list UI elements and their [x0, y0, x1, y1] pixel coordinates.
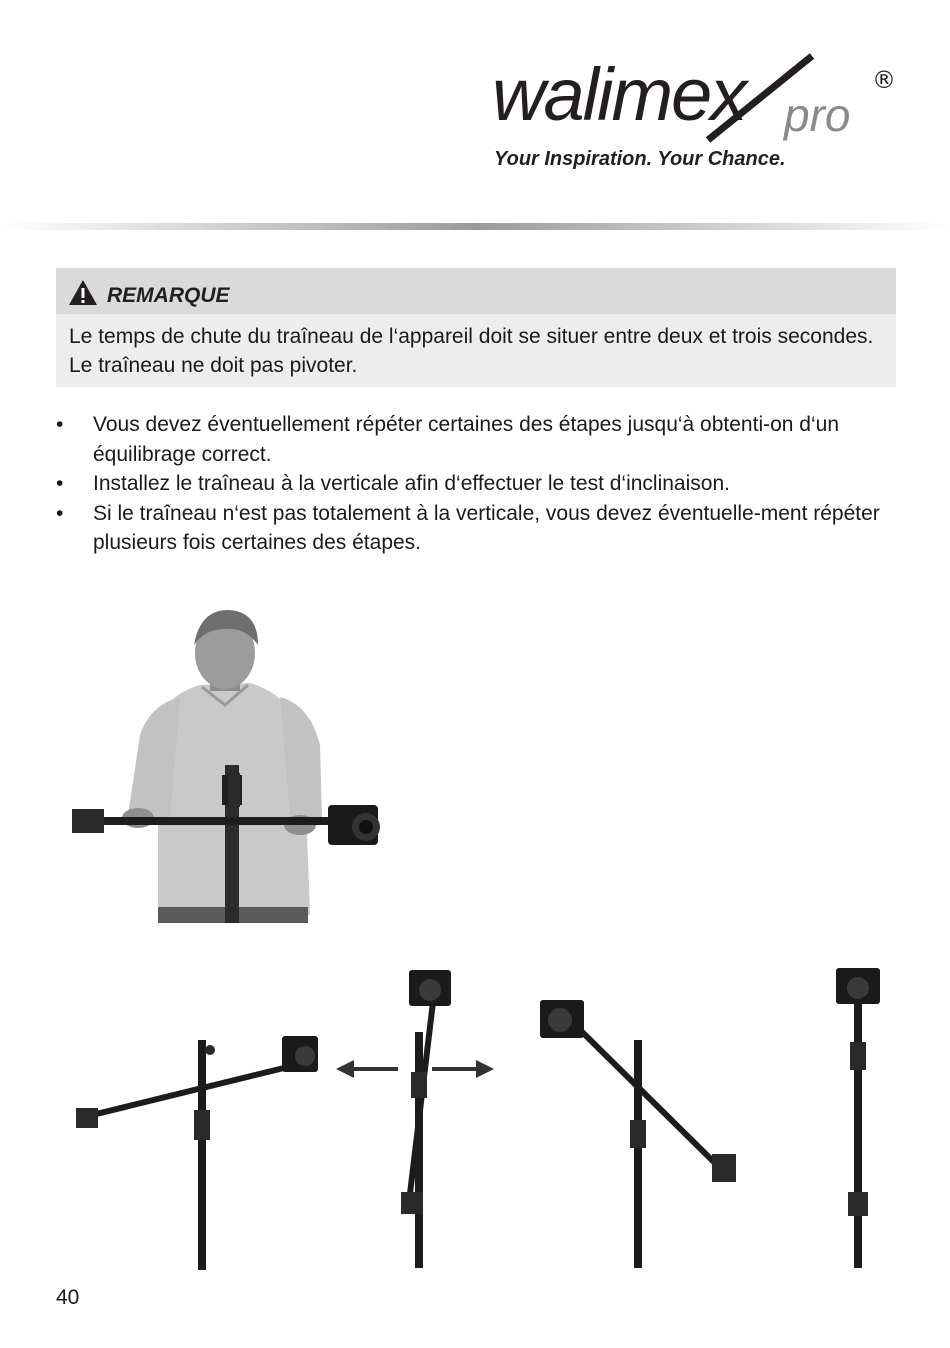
photo-sled-tilted-left	[60, 1030, 330, 1270]
list-item	[56, 469, 896, 499]
logo-pro: pro	[784, 89, 851, 141]
page-number: 40	[56, 1286, 80, 1309]
arrow-left-icon	[336, 1058, 400, 1080]
list-item-text: Installez le traîneau à la verticale afin d‘effectuer le test d‘inclinaison.	[93, 472, 730, 495]
tagline: Your Inspiration. Your Chance.	[494, 148, 786, 170]
header-divider	[0, 223, 950, 230]
bullet-marker: •	[56, 501, 64, 525]
photo-sled-vertical	[830, 962, 890, 1268]
note-text: Le temps de chute du traîneau de l‘appareil doit se situer entre deux et trois secondes. Le traîneau ne doit pas pivoter.	[69, 325, 874, 377]
bullet-marker: •	[56, 472, 64, 495]
photo-man-balancing-sled	[70, 605, 390, 923]
warning-triangle-icon	[68, 279, 98, 306]
bullet-list	[56, 410, 896, 558]
list-item	[56, 499, 896, 558]
note-title: REMARQUE	[107, 284, 230, 307]
list-item-text: Si le traîneau n‘est pas totalement à la verticale, vous devez éventuelle-ment répéter plusieurs fois certaines des étapes.	[93, 501, 880, 554]
photo-sled-tilted-right	[530, 990, 750, 1268]
photo-sled-vertical-tilt	[395, 962, 465, 1268]
list-item-text: Vous devez éventuellement répéter certaines des étapes jusqu‘à obtenti-on d‘un équilibrage correct.	[93, 413, 839, 466]
logo-wordmark: walimex	[492, 53, 746, 136]
bullet-marker: •	[56, 413, 64, 436]
list-item	[56, 410, 896, 469]
registered-mark: ®	[872, 66, 896, 94]
